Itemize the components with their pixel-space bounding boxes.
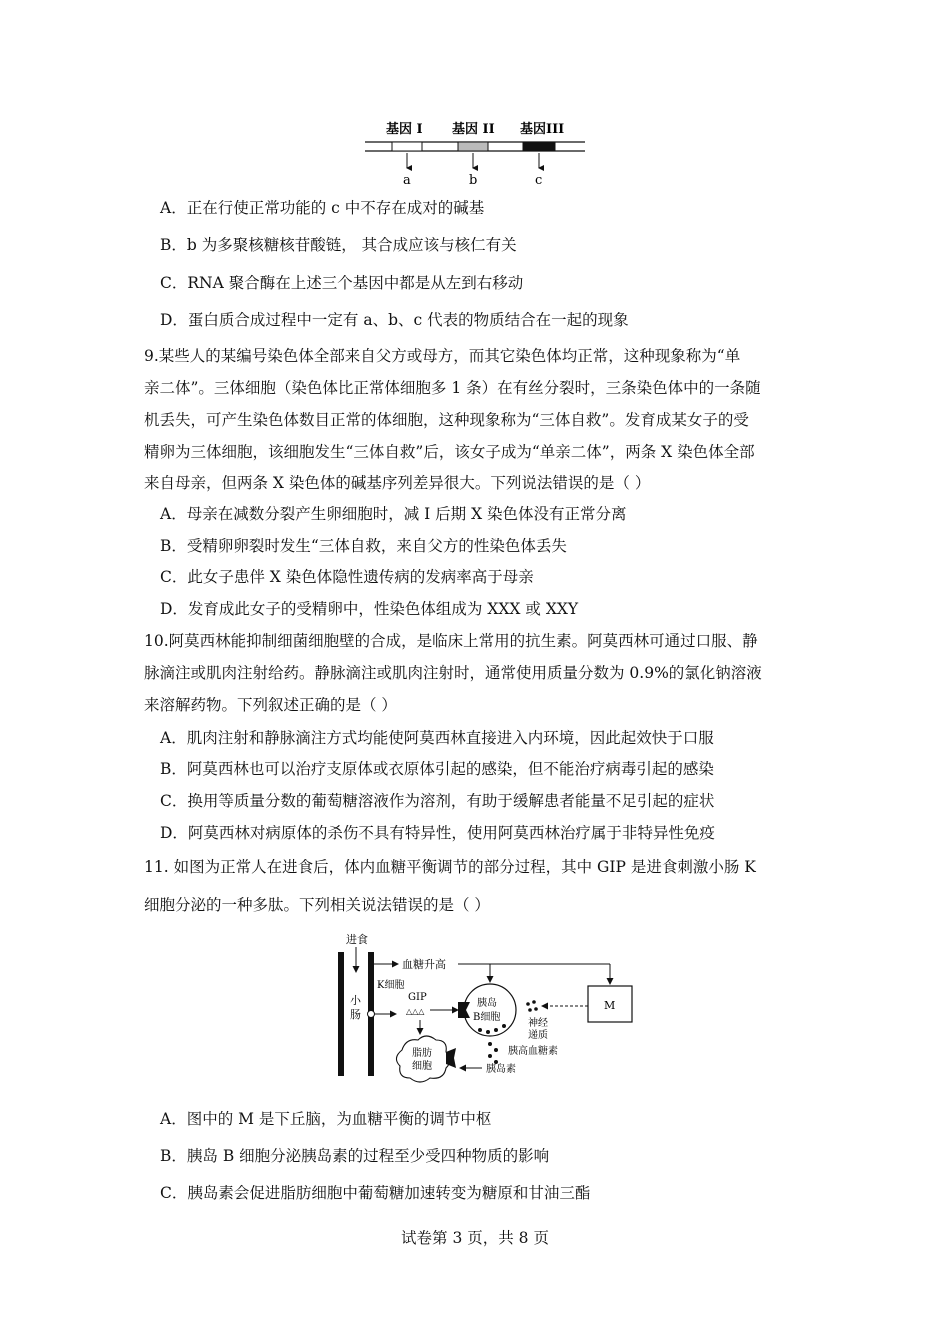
product-a: a (403, 173, 411, 188)
gene-label-2: 基因 II (452, 122, 495, 137)
k-cell-dot (368, 1011, 375, 1018)
q8-option-a: A．正在行使正常功能的 c 中不存在成对的碱基 (160, 199, 485, 217)
label-insulin: 胰岛素 (486, 1064, 516, 1075)
gip-molecules: △△△ (406, 1007, 425, 1016)
q10-stem-line-2: 脉滴注或肌肉注射给药。静脉滴注或肌肉注射时，通常使用质量分数为 0.9%的氯化钠溶液 (144, 664, 762, 682)
intestine-wall-left (338, 952, 344, 1076)
label-islet-2: B细胞 (473, 1012, 501, 1023)
q8-option-d: D．蛋白质合成过程中一定有 a、b、c 代表的物质结合在一起的现象 (160, 311, 629, 329)
label-neuro-2: 递质 (528, 1030, 548, 1041)
label-glucagon: 胰高血糖素 (508, 1046, 558, 1057)
q11-option-a: A．图中的 M 是下丘脑，为血糖平衡的调节中枢 (160, 1110, 492, 1128)
label-glucose-rise: 血糖升高 (402, 958, 446, 971)
q9-stem-line-5: 来自母亲，但两条 X 染色体的碱基序列差异很大。下列说法错误的是（ ） (144, 474, 651, 492)
q9-stem-line-3: 机丢失，可产生染色体数目正常的体细胞，这种现象称为“三体自救”。发育成某女子的受 (144, 411, 749, 429)
gene-diagram (360, 116, 590, 190)
label-k-cell: K细胞 (377, 980, 405, 991)
fat-cell (396, 1036, 450, 1082)
q11-stem-line-2: 细胞分泌的一种多肽。下列相关说法错误的是（ ） (144, 896, 490, 914)
label-gip: GIP (408, 992, 427, 1003)
q11-stem-line-1: 11. 如图为正常人在进食后，体内血糖平衡调节的部分过程，其中 GIP 是进食刺激小肠 K (144, 858, 756, 876)
q9-stem-line-1: 9.某些人的某编号染色体全部来自父方或母方，而其它染色体均正常，这种现象称为“单 (144, 347, 741, 365)
gene-label-1: 基因 I (386, 122, 423, 137)
q10-stem-line-1: 10.阿莫西林能抑制细菌细胞壁的合成，是临床上常用的抗生素。阿莫西林可通过口服、静 (144, 632, 758, 650)
q10-option-a: A．肌肉注射和静脉滴注方式均能使阿莫西林直接进入内环境，因此起效快于口服 (160, 729, 714, 747)
blood-glucose-diagram (330, 930, 640, 1088)
label-m: M (604, 999, 616, 1012)
label-eat: 进食 (346, 933, 368, 946)
q9-option-b: B．受精卵卵裂时发生“三体自救，来自父方的性染色体丢失 (160, 537, 567, 555)
gene-label-3: 基因III (520, 122, 565, 137)
product-b: b (469, 173, 478, 188)
q9-option-a: A．母亲在减数分裂产生卵细胞时，减 I 后期 X 染色体没有正常分离 (160, 505, 627, 523)
label-intestine-2: 肠 (350, 1008, 361, 1021)
product-c: c (535, 173, 543, 188)
label-neuro-1: 神经 (528, 1018, 548, 1029)
q9-stem-line-2: 亲二体”。三体细胞（染色体比正常体细胞多 1 条）在有丝分裂时，三条染色体中的一条随 (144, 379, 761, 397)
q11-option-c: C．胰岛素会促进脂肪细胞中葡萄糖加速转变为糖原和甘油三酯 (160, 1184, 591, 1202)
label-islet-1: 胰岛 (477, 998, 497, 1009)
islet-b-cell (464, 984, 516, 1036)
dna-strand (365, 142, 585, 151)
q8-option-c: C．RNA 聚合酶在上述三个基因中都是从左到右移动 (160, 274, 524, 292)
label-intestine-1: 小 (350, 994, 361, 1007)
q10-stem-line-3: 来溶解药物。下列叙述正确的是（ ） (144, 696, 397, 714)
q10-option-d: D．阿莫西林对病原体的杀伤不具有特异性，使用阿莫西林治疗属于非特异性免疫 (160, 824, 715, 842)
q10-option-c: C．换用等质量分数的葡萄糖溶液作为溶剂，有助于缓解患者能量不足引起的症状 (160, 792, 715, 810)
q9-option-d: D．发育成此女子的受精卵中，性染色体组成为 XXX 或 XXY (160, 600, 579, 618)
q8-option-b: B．b 为多聚核糖核苷酸链， 其合成应该与核仁有关 (160, 236, 517, 254)
q11-option-b: B．胰岛 B 细胞分泌胰岛素的过程至少受四种物质的影响 (160, 1147, 550, 1165)
q9-option-c: C．此女子患伴 X 染色体隐性遗传病的发病率高于母亲 (160, 568, 534, 586)
q9-stem-line-4: 精卵为三体细胞，该细胞发生“三体自救”后，该女子成为“单亲二体”，两条 X 染色体全部 (144, 443, 755, 461)
label-fat-1: 脂肪 (412, 1048, 432, 1059)
q10-option-b: B．阿莫西林也可以治疗支原体或衣原体引起的感染，但不能治疗病毒引起的感染 (160, 760, 714, 778)
page-footer: 试卷第 3 页，共 8 页 (401, 1229, 549, 1247)
label-fat-2: 细胞 (412, 1061, 432, 1072)
